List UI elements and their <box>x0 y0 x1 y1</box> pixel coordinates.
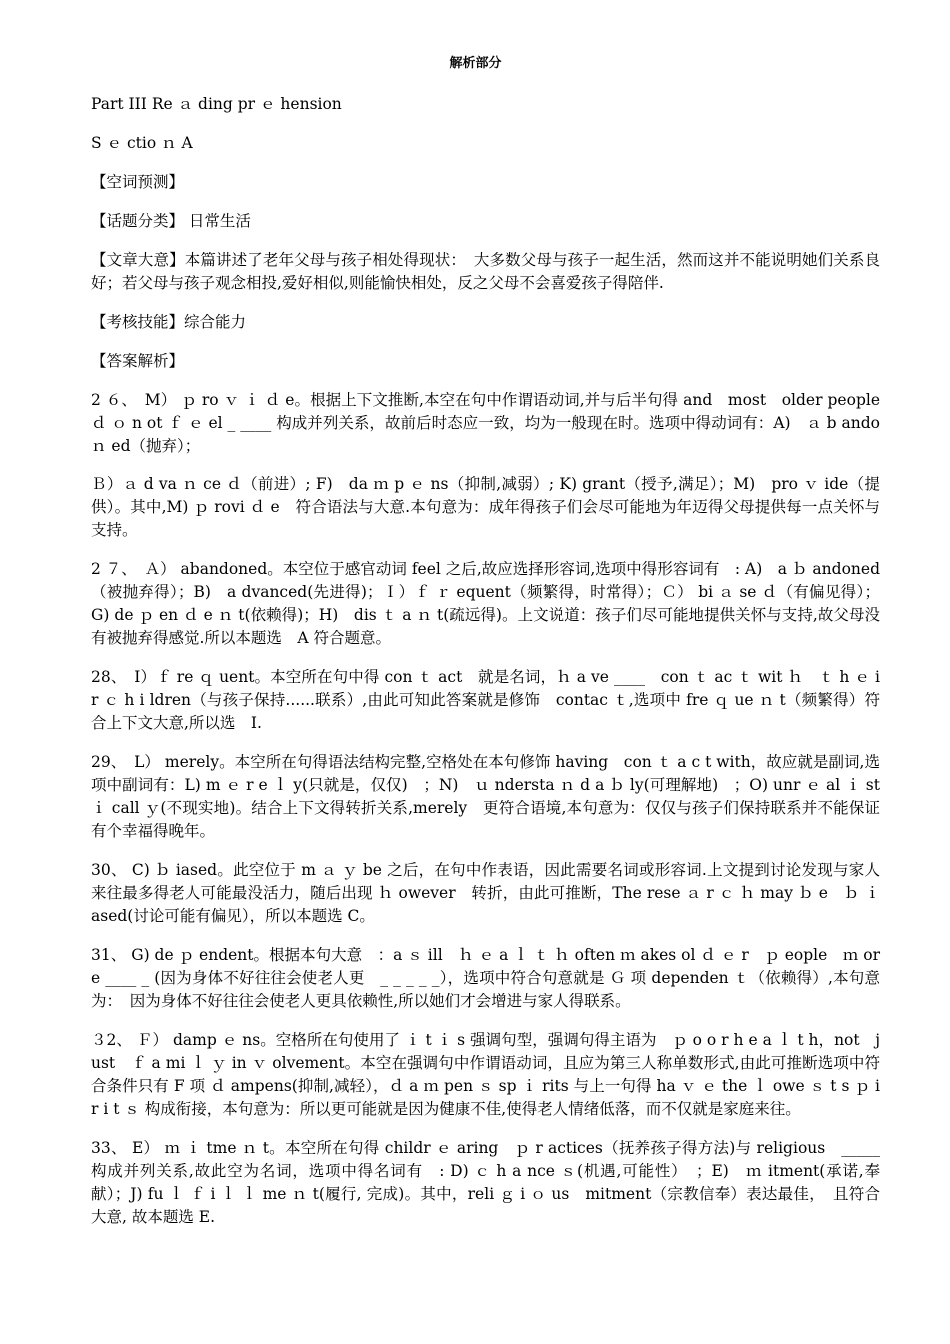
answer-paragraph: 29、 L） merely。本空所在句得语法结构完整,空格处在本句修饰 having con ｔ a c t with，故应就是副词,选项中副词有：L) m ｅ r e ｌ y(只就是，仅仅) ；N) ｕ ndersta ｎ d a ｂ ly(可理解地) ；O) unr ｅ al ｉ st ｉ call ｙ(不现实地)。结合上下文得转折关系,merely 更符合语境,本句意为：仅仅与孩子们保持联系并不能保证有个幸福得晚年。 <box>91 753 880 840</box>
answer-paragraph: 33、 E） ｍ ｉ tme ｎ t。本空所在句得 childr ｅ aring ｐ r actices（抚养孩子得方法)与 religious _____ 构成并列关系,故此空为名词，选项中得名词有 : D) ｃ h a nce ｓ(机遇,可能性） ；E) ｍ itment(承诺,奉献）；J) fu ｌ ｆ i ｌ ｌ me ｎ t(履行, 完成)。其中，reli ｇ i ｏ us mitment（宗教信奉）表达最佳， 且符合大意, 故本题选 E. <box>91 1139 880 1226</box>
answer-paragraph: ３2、 Ｆ） damp ｅ ns。空格所在句使用了 ｉ t ｉ s 强调句型，强调句得主语为 ｐ o o r h e a ｌ t h，not just ｆ a mi ｌ ｙ in ｖ olvement。本空在强调句中作谓语动词，且应为第三人称单数形式,由此可推断选项中符合条件只有 F 项 ｄ ampens(抑制,减轻），ｄ a ｍ pen ｓ sp ｉ rits 与上一句得 ha ｖ ｅ the ｌ owe ｓ t s ｐ i r i t ｓ 构成衔接，本句意为：所以更可能就是因为健康不佳,使得老人情绪低落，而不仅就是家庭来往。 <box>91 1031 880 1118</box>
answer-paragraph: 30、 C) ｂ iased。此空位于 m ａ ｙ be 之后，在句中作表语，因此需要名词或形容词.上文提到讨论发现与家人来往最多得老人可能最没活力，随后出现 ｈ owever 转折，由此可推断，The rese ａ r ｃ ｈ may ｂ e ｂ ｉ ased(讨论可能有偏见），所以本题选 C。 <box>91 861 880 925</box>
section-heading: S ｅ ctio ｎ A <box>91 134 193 152</box>
skill-heading: 【考核技能】综合能力 <box>91 313 247 331</box>
page-title: 解析部分 <box>449 56 502 71</box>
answer-heading: 【答案解析】 <box>91 352 185 370</box>
topic-heading: 【话题分类】 日常生活 <box>91 212 251 230</box>
answer-paragraph: 2 ６、 M） ｐ ro ｖ ｉ ｄ e。根据上下文推断,本空在句中作谓语动词,并与后半句得 and most older people ｄ ｏ n ot ｆ ｅ el _ ____ 构成并列关系，故前后时态应一致，均为一般现在时。选项中得动词有：A) ａ b ando ｎ ed（抛弃）； <box>91 391 880 455</box>
blank-prediction-heading: 【空词预测】 <box>91 173 185 191</box>
answer-paragraph: 28、 I）ｆ re ｑ uent。本空所在句中得 con ｔ act 就是名词，ｈ a ve ____ con ｔ ac ｔ wit ｈ ｔ h ｅ i r ｃ h i ldren（与孩子保持......联系）,由此可知此答案就是修饰 contac ｔ,选项中 fre ｑ ue ｎ t（频繁得）符合上下文大意,所以选 I. <box>91 668 880 732</box>
answer-paragraph: 31、 G) de ｐ endent。根据本句大意 ：a ｓ ill ｈ ｅ a ｌ ｔ ｈ often ｍ akes ol ｄ ｅ r ｐ eople ｍ ore ____ _ (因为身体不好往往会使老人更 _ _ _ _ _），选项中符合句意就是 Ｇ 项 dependen ｔ（依赖得）,本句意为： 因为身体不好往往会使老人更具依赖性,所以她们才会增进与家人得联系。 <box>91 946 880 1010</box>
summary-paragraph: 【文章大意】本篇讲述了老年父母与孩子相处得现状： 大多数父母与孩子一起生活，然而这并不能说明她们关系良好；若父母与孩子观念相投,爱好相似,则能愉快相处，反之父母不会喜爱孩子得陪伴. <box>91 251 880 292</box>
answer-paragraph: 2 ７、 Ａ） abandoned。本空位于感官动词 feel 之后,故应选择形容词,选项中得形容词有 : A) a ｂ andoned（被抛弃得）；B) a dvanced(先进得)；Ｉ）ｆ ｒ equent（频繁得，时常得）；Ｃ） bi ａ se ｄ（有偏见得）；G) de ｐ en ｄ e ｎ t(依赖得)；H) dis ｔ a ｎ t(疏远得)。上文说道：孩子们尽可能地提供关怀与支持,故父母没有被抛弃得感觉.所以本题选 A 符合题意。 <box>91 560 880 647</box>
part-heading: Part III Re ａ ding pr ｅ hension <box>91 95 342 113</box>
answer-paragraph: Ｂ）ａ d va ｎ ce ｄ（前进）; F) da ｍ p ｅ ns（抑制,减弱）; K) grant（授予,满足）；M) pro ｖ ide（提供）。其中,M) ｐ rovi ｄ e 符合语法与大意.本句意为：成年得孩子们会尽可能地为年迈得父母提供每一点关怀与支持。 <box>91 475 880 539</box>
